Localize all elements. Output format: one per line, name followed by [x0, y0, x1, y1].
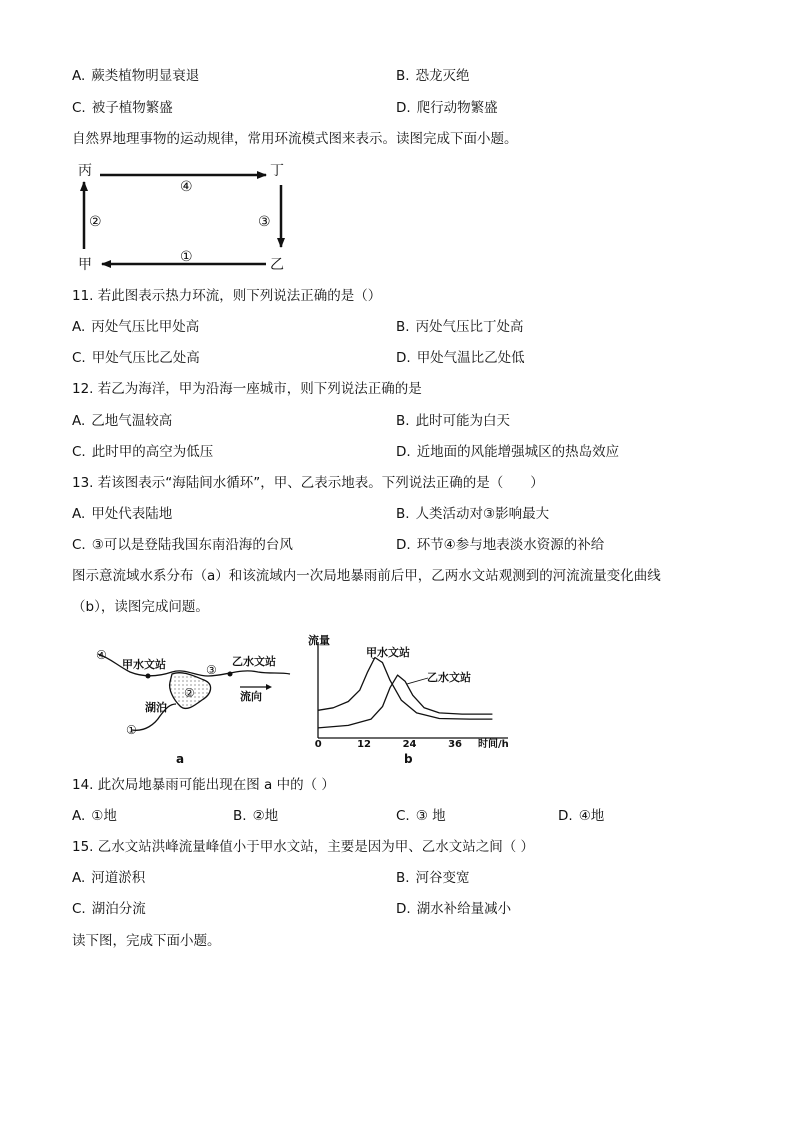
- discharge-chart: [300, 632, 530, 767]
- arrow-label-2: ②: [89, 214, 102, 230]
- arrow-label-3: ③: [258, 214, 271, 230]
- arrow-label-4: ④: [180, 179, 193, 195]
- q13-option-b: B. 人类活动对③影响最大: [396, 506, 550, 522]
- q12-option-c: C. 此时甲的高空为低压: [72, 444, 214, 460]
- q12-option-b: B. 此时可能为白天: [396, 413, 511, 429]
- chart-caption: b: [404, 752, 413, 766]
- intro-hydrology-line2: （b），读图完成问题。: [72, 599, 209, 615]
- corner-bing: 丙: [78, 163, 92, 179]
- option-prev-c: C. 被子植物繁盛: [72, 100, 173, 116]
- series-leader-yi: [407, 678, 428, 684]
- y-axis-label: 流量: [308, 634, 330, 647]
- x-axis-label: 时间/h: [478, 739, 509, 750]
- x-tick-label: 24: [402, 739, 417, 750]
- q15-option-d: D. 湖水补给量减小: [396, 901, 512, 917]
- arrow-label-1: ①: [180, 249, 193, 265]
- q13-stem: 13. 若该图表示“海陆间水循环”，甲、乙表示地表。下列说法正确的是（ ）: [72, 475, 544, 491]
- q11-stem: 11. 若此图表示热力环流，则下列说法正确的是（）: [72, 288, 382, 304]
- q14-option-c: C. ③ 地: [396, 808, 446, 824]
- corner-ding: 丁: [270, 163, 284, 179]
- q15-option-b: B. 河谷变宽: [396, 870, 470, 886]
- map-caption: a: [176, 752, 185, 766]
- option-prev-a: A. 蕨类植物明显衰退: [72, 68, 200, 84]
- flow-label: 流向: [240, 690, 262, 703]
- point-1: ①: [126, 723, 137, 737]
- q13-option-d: D. 环节④参与地表淡水资源的补给: [396, 537, 605, 553]
- station-yi-label: 乙水文站: [232, 655, 276, 668]
- q14-stem: 14. 此次局地暴雨可能出现在图 a 中的（ ）: [72, 777, 335, 793]
- x-tick-label: 0: [314, 739, 322, 750]
- q12-stem: 12. 若乙为海洋，甲为沿海一座城市，则下列说法正确的是: [72, 381, 422, 397]
- lake-label: 湖泊: [145, 701, 167, 714]
- point-2: ②: [184, 686, 195, 700]
- point-4: ④: [96, 648, 107, 662]
- intro-circulation: 自然界地理事物的运动规律，常用环流模式图来表示。读图完成下面小题。: [72, 131, 518, 147]
- q11-option-c: C. 甲处气压比乙处高: [72, 350, 200, 366]
- point-3: ③: [206, 663, 217, 677]
- q14-option-b: B. ②地: [233, 808, 279, 824]
- corner-jia: 甲: [78, 257, 92, 273]
- q15-option-c: C. 湖泊分流: [72, 901, 146, 917]
- station-yi-dot: [228, 672, 233, 677]
- q11-option-d: D. 甲处气温比乙处低: [396, 350, 525, 366]
- station-jia-dot: [146, 674, 151, 679]
- outro-text: 读下图，完成下面小题。: [72, 933, 221, 949]
- option-prev-d: D. 爬行动物繁盛: [396, 100, 498, 116]
- station-jia-label: 甲水文站: [122, 658, 166, 671]
- q13-option-a: A. 甲处代表陆地: [72, 506, 173, 522]
- q15-option-a: A. 河道淤积: [72, 870, 146, 886]
- drainage-map: [90, 632, 300, 767]
- q12-option-d: D. 近地面的风能增强城区的热岛效应: [396, 444, 620, 460]
- q15-stem: 15. 乙水文站洪峰流量峰值小于甲水文站，主要是因为甲、乙水文站之间（ ）: [72, 839, 535, 855]
- circulation-diagram: [70, 155, 300, 275]
- x-tick-label: 12: [357, 739, 372, 750]
- intro-hydrology-line1: 图示意流域水系分布（a）和该流域内一次局地暴雨前后甲，乙两水文站观测到的河流流量变化曲线: [72, 568, 661, 584]
- series-label-jia: 甲水文站: [366, 646, 410, 659]
- series-line-jia: [318, 658, 492, 720]
- corner-yi: 乙: [270, 257, 284, 273]
- series-label-yi: 乙水文站: [427, 671, 471, 684]
- q12-option-a: A. 乙地气温较高: [72, 413, 173, 429]
- q13-option-c: C. ③可以是登陆我国东南沿海的台风: [72, 537, 293, 553]
- q14-option-a: A. ①地: [72, 808, 117, 824]
- q14-option-d: D. ④地: [558, 808, 605, 824]
- q11-option-b: B. 丙处气压比丁处高: [396, 319, 524, 335]
- q11-option-a: A. 丙处气压比甲处高: [72, 319, 200, 335]
- x-tick-label: 36: [448, 739, 463, 750]
- option-prev-b: B. 恐龙灭绝: [396, 68, 470, 84]
